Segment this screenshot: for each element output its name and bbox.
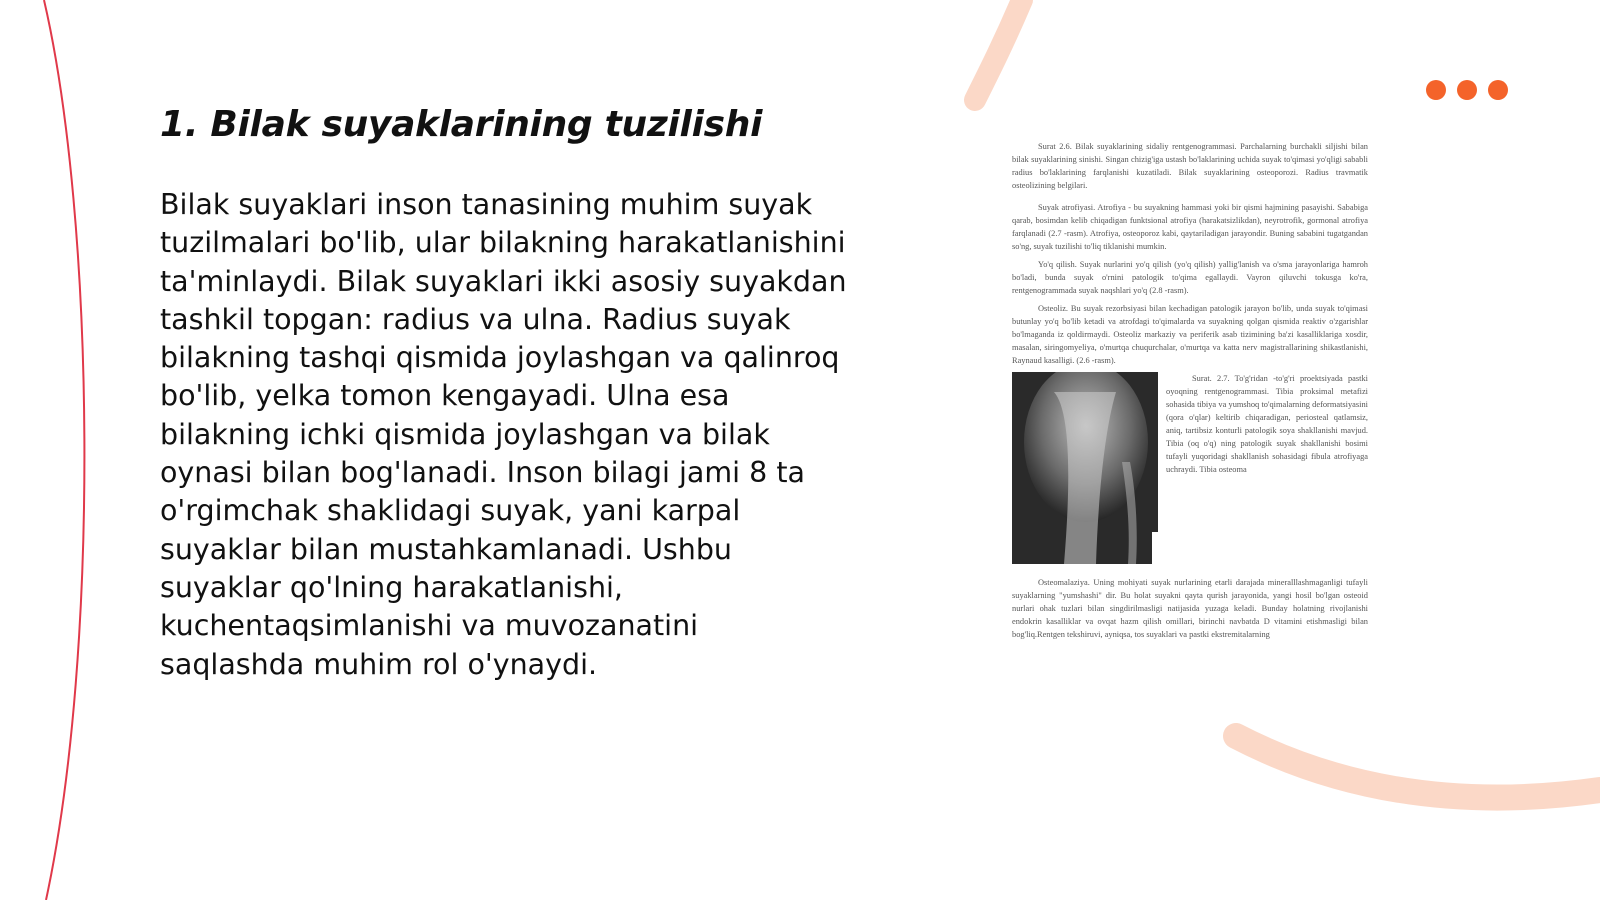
dot [1488,80,1508,100]
left-red-curve [44,0,84,900]
dot [1426,80,1446,100]
more-dots-icon [1426,80,1508,100]
scanned-document-page [1012,140,1368,696]
figure-row [1012,372,1368,564]
scan-paragraph: Yo'q qilish. Suyak nurlarini yo'q qilish (yo'q qilish) yallig'lanish va o'sma jarayonlariga hamroh bo'ladi, bunda suyak o'rnini patologik to'qima egallaydi. Vayron qiluvchi tokusga ko'ra, rentgenogrammada suyak naqshlari yo'q (2.8 -rasm). [1012,260,1368,295]
bottom-orange-arc [1236,736,1600,798]
figure-caption [1166,372,1368,564]
scan-paragraph: Surat 2.6. Bilak suyaklarining sidaliy rentgenogrammasi. Parchalarning burchakli siljishi bilan bilak suyaklarining sinishi. Singan chizig'iga ustash bo'laklarining uchida suyak to'qimasi yo'qligi sababli radius bo'laklarining farqlanishi kuzatiladi. Bilak suyaklarining osteoporozi. Radius travmatik osteolizining belgilari. [1012,142,1368,190]
slide-title: 1. Bilak suyaklarining tuzilishi [160,104,763,145]
scan-paragraph: Osteoliz. Bu suyak rezorbsiyasi bilan kechadigan patologik jarayon bo'lib, unda suyak to'qimasi butunlay yo'q bo'lib ketadi va atrofdagi to'qimalarda va suyakning qolgan qismida reaktiv o'zgarishlar bo'lmaganda iz qoldirmaydi. Osteoliz markaziy va periferik asab tizimining ba'zi kasalliklariga xosdir, masalan, siringomyeliya, o'murtqa chuqurchalar, o'murtqa va katta nerv magistrallarining shikastlanishi, Raynaud kasalligi. (2.6 -rasm). [1012,304,1368,365]
scan-paragraph: Suyak atrofiyasi. Atrofiya - bu suyakning hammasi yoki bir qismi hajmining pasayishi. Sababiga qarab, bosimdan kelib chiqadigan funktsional atrofiya (harakatsizlikdan), neyrotrofik, gormonal atrofiya farqlanadi (2.7 -rasm). Atrofiya, osteoporoz kabi, qaytariladigan jarayondir. Buning sababini tugatgandan so'ng, suyak tuzilishi to'liq tiklanishi mumkin. [1012,203,1368,251]
slide-body-text: Bilak suyaklari inson tanasining muhim suyak tuzilmalari bo'lib, ular bilakning harakatlanishini ta'minlaydi. Bilak suyaklari ikki asosiy suyakdan tashkil topgan: radius va ulna. Radius suyak bilakning tashqi qismida joylashgan va qalinroq bo'lib, yelka tomon kengayadi. Ulna esa bilakning ichki qismida joylashgan va bilak oynasi bilan bog'lanadi. Inson bilagi jami 8 ta o'rgimchak shaklidagi suyak, yani karpal suyaklar bilan mustahkamlanadi. Ushbu suyaklar qo'lning harakatlanishi, kuchentaqsimlanishi va muvozanatini saqlashda muhim rol o'ynaydi. [160,188,847,681]
scan-paragraph: Osteomalaziya. Uning mohiyati suyak nurlarining etarli darajada mineralllashmaganligi tufayli suyaklarning "yumshashi" dir. Bu holat suyakni qayta qurish jarayonida, yangi hosil bo'lgan osteoid nurlari ohak tuzlari bilan singdirilmasligi natijasida yuzaga keladi. Bunday holatning rivojlanishi endokrin kasalliklar va ovqat hazm qilish omillari, birinchi navbatda D vitamini etishmasligi bilan bog'liq.Rentgen tekshiruvi, ayniqsa, tos suyaklari va pastki ekstremitalarning [1012,578,1368,639]
dot [1457,80,1477,100]
caption-text: Surat. 2.7. To'g'ridan -to'g'ri proektsiyada pastki oyoqning rentgenogrammasi. Tibia proksimal metafizi sohasida tibiya va yumshoq to'qimalarning deformatsiyasini (qora o'qlar) keltirib chiqaradigan, periosteal qatlamsiz, aniq, tartibsiz konturli patologik soya shakllanishi mavjud. Tibia (oq o'q) ning patologik suyak shakllanishi bosimi tufayli yuqoridagi shakllanish sohasidagi fibula atrofiyaga uchraydi. Tibia osteoma [1166,374,1368,474]
xray-image [1012,372,1158,564]
top-orange-arc [975,0,1022,100]
